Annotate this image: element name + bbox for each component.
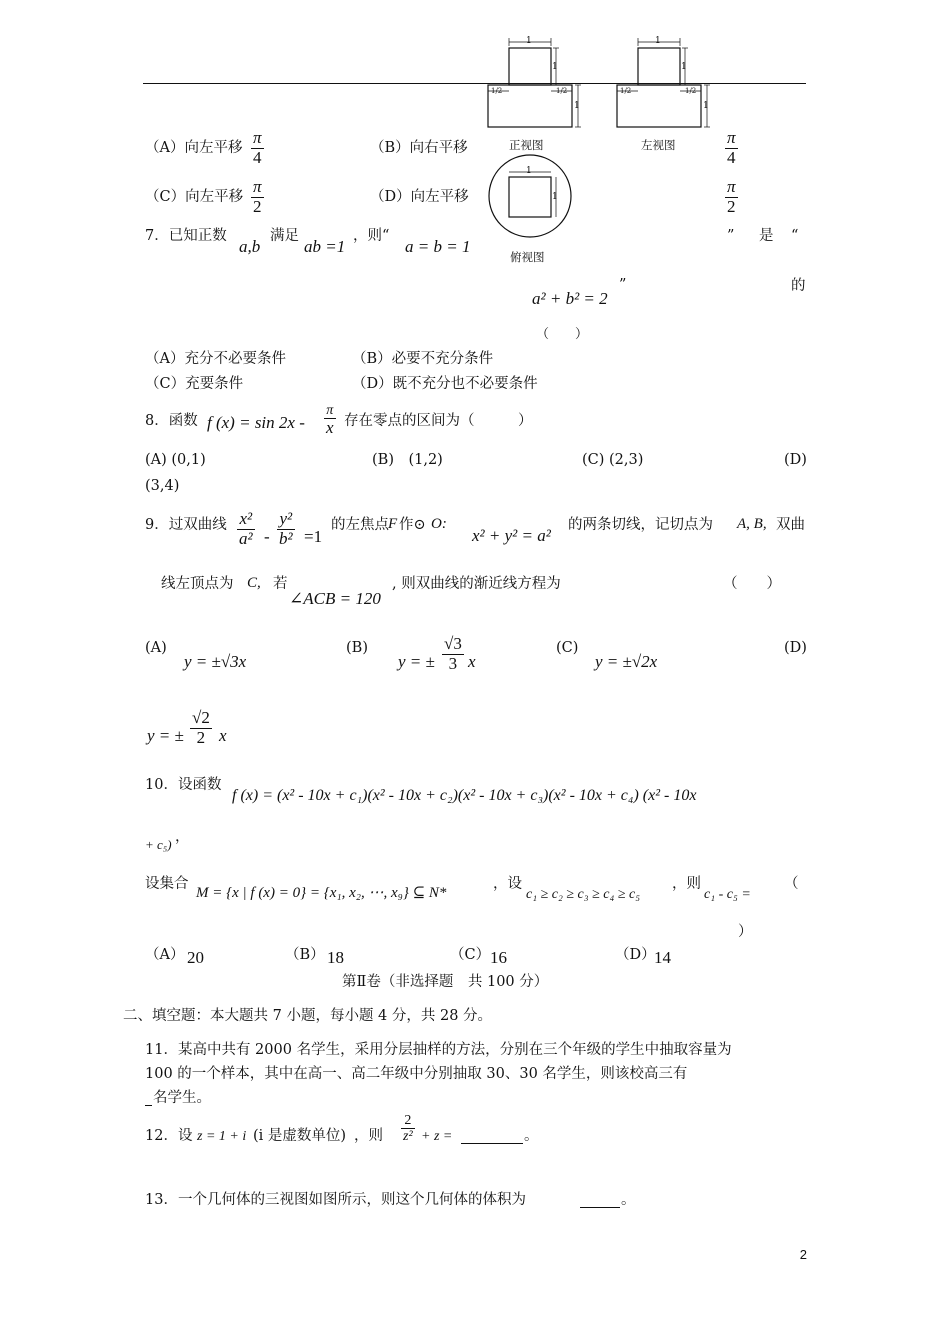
side-bottom-height-label: 1	[703, 101, 709, 111]
q9-option-a: (A)	[145, 640, 167, 656]
q10-difference: c₁ - c₅ =	[704, 887, 751, 902]
q9-option-b-x: x	[468, 652, 476, 671]
q8-option-a: (A) (0,1)	[145, 452, 206, 468]
q7-de: 的	[791, 278, 806, 294]
q9-option-d: (D)	[784, 640, 807, 656]
side-view-caption: 左视图	[641, 138, 676, 152]
front-view-top-rect	[509, 48, 551, 85]
q8-option-b: (B) (1,2)	[372, 452, 443, 468]
q9-x-fraction: x² a²	[239, 509, 253, 548]
side-top-width-label: 1	[655, 36, 661, 46]
q12-prefix: 12．设	[145, 1128, 193, 1144]
q9-y-fraction: y² b²	[279, 509, 293, 548]
q9-line2a: 线左顶点为	[161, 576, 234, 592]
front-left-half-label: 1/2	[491, 87, 503, 95]
q9-option-d-ypm: y = ±	[147, 726, 184, 745]
q6-d-fraction: π 2	[727, 177, 736, 216]
front-view-caption: 正视图	[509, 138, 544, 152]
q9-ruo: 若	[273, 576, 288, 592]
q11-line2: 100 的一个样本，其中在高一、高二年级中分别抽取 30、30 名学生，则该校高三有	[145, 1066, 688, 1082]
q10-close-paren: ）	[738, 924, 753, 940]
q10-set: M = {x | f (x) = 0} = {x₁, x₂, ⋯, x₉} ⊆ N*	[196, 885, 447, 901]
q6-option-a: （A）向左平移	[145, 140, 243, 156]
q7-satisfy: 满足	[270, 228, 299, 244]
q13-end: 。	[621, 1192, 636, 1208]
side-view-top-rect	[638, 48, 680, 85]
side-top-height-label: 1	[681, 62, 687, 72]
q12-end: 。	[524, 1128, 539, 1144]
q9-minus: -	[264, 527, 270, 546]
q7-option-d: （D）既不充分也不必要条件	[352, 376, 538, 392]
q12-fraction: 2 z²	[403, 1113, 413, 1145]
q9-option-d-fraction: √2 2	[192, 708, 210, 747]
front-bottom-height-label: 1	[574, 101, 580, 111]
q10-open-paren: （	[784, 876, 799, 892]
q13-blank[interactable]	[580, 1193, 620, 1212]
q9-eq1: =1	[304, 527, 323, 546]
q9-option-b-fraction: √3 3	[444, 634, 462, 673]
q10-option-a: （A）	[145, 947, 185, 963]
q6-c-fraction: π 2	[253, 177, 262, 216]
q11-line1: 11．某高中共有 2000 名学生，采用分层抽样的方法，分别在三个年级的学生中抽取容量为	[145, 1042, 732, 1058]
q11-line3: 名学生。	[153, 1090, 211, 1106]
q6-a-fraction: π 4	[253, 128, 262, 167]
part2-title: 第Ⅱ卷（非选择题 共 100 分）	[342, 974, 549, 990]
q9-AB: A, B,	[737, 516, 767, 532]
q9-prefix: 9．过双曲线	[145, 517, 227, 533]
q9-circle-eq: x² + y² = a²	[472, 526, 551, 545]
q10-prefix: 10．设函数	[145, 777, 222, 793]
q10-option-b: （B）	[285, 947, 325, 963]
topview-width-label: 1	[526, 166, 532, 176]
q6-option-d: （D）向左平移	[370, 189, 469, 205]
q9-C: C,	[247, 575, 261, 591]
q9-mid: 的左焦点	[331, 517, 389, 533]
q10-option-b-value: 18	[327, 948, 344, 967]
q10-set-prefix: 设集合	[145, 876, 189, 892]
q10-comma: ，	[175, 829, 190, 845]
q7-is: 是	[759, 228, 774, 244]
q10-option-a-value: 20	[187, 948, 204, 967]
topview-height-label: 1	[552, 192, 558, 202]
q12-plus-z: + z =	[421, 1129, 453, 1144]
section-fill-in-heading: 二、填空题：本大题共 7 小题，每小题 4 分，共 28 分。	[123, 1008, 493, 1024]
q8-function: f (x) = sin 2x -	[207, 413, 305, 432]
q7-option-a: （A）充分不必要条件	[145, 351, 286, 367]
top-view-caption: 俯视图	[510, 250, 545, 264]
q10-function-tail: + c₅)	[145, 837, 172, 852]
q7-equality: a = b = 1	[405, 237, 471, 256]
q6-b-fraction: π 4	[727, 128, 736, 167]
q7-ab: a,b	[239, 237, 261, 256]
q7-condition: ab =1	[304, 237, 346, 256]
q7-close-quote: ”	[727, 228, 735, 244]
q9-zuo: 作⊙	[399, 517, 426, 533]
q10-she: ，设	[493, 876, 522, 892]
side-right-half-label: 1/2	[685, 87, 697, 95]
q8-suffix: 存在零点的区间为（ ）	[344, 413, 533, 429]
q8-prefix: 8．函数	[145, 413, 198, 429]
three-view-figure	[0, 0, 950, 270]
q10-option-d: （D）	[615, 947, 656, 963]
q9-option-d-x: x	[219, 726, 227, 745]
q10-option-c: （C）	[450, 947, 491, 963]
q9-tail2: 双曲	[776, 517, 805, 533]
q8-option-c: (C) (2,3)	[582, 452, 644, 468]
front-top-width-label: 1	[526, 36, 532, 46]
q8-option-d-value: (3,4)	[145, 478, 180, 494]
q7-open-quote: “	[791, 228, 799, 244]
top-view-square	[509, 177, 551, 217]
q9-option-a-expr: y = ±√3x	[184, 652, 247, 671]
q6-option-b: （B）向右平移	[370, 140, 468, 156]
q13-text: 13．一个几何体的三视图如图所示，则这个几何体的体积为	[145, 1192, 526, 1208]
q7-sum-condition: a² + b² = 2	[532, 289, 608, 308]
q9-option-c: (C)	[556, 640, 579, 656]
q9-option-b-ypm: y = ±	[398, 652, 435, 671]
q7-option-c: （C）充要条件	[145, 376, 244, 392]
q7-option-b: （B）必要不充分条件	[352, 351, 494, 367]
front-top-height-label: 1	[552, 62, 558, 72]
q10-option-d-value: 14	[654, 948, 671, 967]
q9-angle: ∠ACB = 120	[289, 589, 381, 608]
q12-paren: (i 是虚数单位)	[253, 1128, 347, 1144]
q9-paren: （ ）	[723, 576, 781, 592]
q10-ze: ，则	[672, 876, 701, 892]
q8-fraction: π x	[326, 403, 334, 438]
front-right-half-label: 1/2	[556, 87, 568, 95]
side-left-half-label: 1/2	[620, 87, 632, 95]
q9-option-c-expr: y = ±√2x	[595, 652, 658, 671]
q10-option-c-value: 16	[490, 948, 507, 967]
q12-blank[interactable]	[461, 1129, 523, 1148]
q9-F: F	[388, 516, 398, 532]
q9-line2b: , 则双曲线的渐近线方程为	[392, 576, 561, 592]
q12-ze: ，则	[354, 1128, 383, 1144]
q12-z-def: z = 1 + i	[197, 1129, 247, 1144]
q8-option-d: (D)	[784, 452, 807, 468]
q10-function: f (x) = (x² - 10x + c₁)(x² - 10x + c₂)(x² - 10x + c₃)(x² - 10x + c₄) (x² - 10x	[232, 787, 697, 804]
q7-then: ，则“	[353, 228, 390, 244]
q11-blank[interactable]	[145, 1091, 152, 1110]
q7-answer-paren: （ ）	[536, 327, 589, 342]
q7-prefix: 7．已知正数	[145, 228, 227, 244]
q7-end-quote: ”	[619, 277, 627, 293]
page-number: 2	[799, 1247, 807, 1262]
q9-option-b: (B)	[346, 640, 368, 656]
q6-option-c: （C）向左平移	[145, 189, 244, 205]
q10-inequality: c₁ ≥ c₂ ≥ c₃ ≥ c₄ ≥ c₅	[526, 887, 641, 902]
q9-O: O:	[431, 516, 447, 532]
q9-tail: 的两条切线，记切点为	[568, 517, 713, 533]
